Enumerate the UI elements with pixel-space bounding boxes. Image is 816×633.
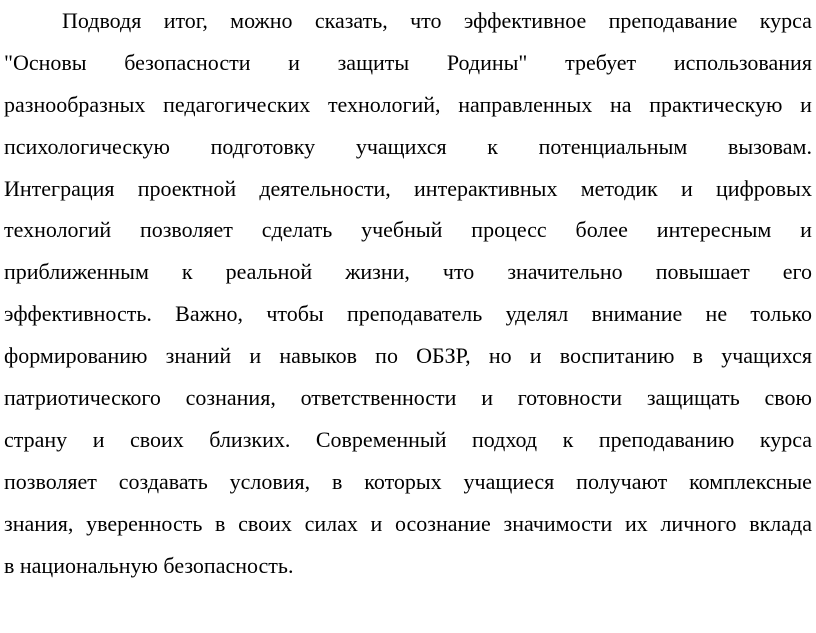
word: и [249, 343, 262, 369]
word: к [562, 426, 574, 452]
word: и [370, 510, 383, 536]
word: но [488, 343, 512, 369]
word: своих [130, 426, 184, 452]
word: технологий [4, 217, 112, 243]
word: в [332, 468, 343, 494]
word: по [375, 343, 398, 369]
word: внимание [591, 301, 683, 327]
text-line [4, 126, 812, 168]
word: значимости [503, 510, 613, 536]
word: учащихся [355, 133, 447, 159]
word: к [487, 133, 498, 159]
word: к [181, 259, 193, 285]
word: ОБЗР, [416, 343, 471, 369]
word: защищать [646, 385, 740, 411]
word: практическую [649, 91, 783, 117]
word: сделать [261, 217, 333, 243]
text-line [4, 84, 812, 126]
word: потенциальным [538, 133, 688, 159]
word: итог, [163, 8, 208, 33]
word: знаний [165, 343, 232, 369]
word: воспитанию [559, 343, 675, 369]
word: которых [364, 468, 442, 494]
word: учащихся [721, 343, 812, 369]
word: преподаватель [346, 301, 483, 327]
text-line [4, 419, 812, 461]
word: вызовам. [727, 133, 812, 159]
word: и [680, 175, 693, 201]
word: направленных [458, 91, 593, 117]
word: педагогических [163, 91, 311, 117]
word: свою [764, 385, 812, 411]
word: подготовку [210, 133, 316, 159]
word: силах [304, 510, 358, 536]
paragraph [4, 0, 812, 586]
word: эффективное [463, 8, 587, 33]
word: создавать [118, 468, 208, 494]
word: безопасности [124, 49, 251, 75]
word: Современный [315, 426, 447, 452]
word: процесс [471, 217, 547, 243]
word: Важно, [175, 301, 244, 327]
word: на [609, 91, 632, 117]
word: сознания, [185, 385, 276, 411]
word: личного [660, 510, 737, 536]
word: их [624, 510, 648, 536]
word: деятельности, [259, 175, 391, 201]
text-line [4, 42, 812, 84]
word: Интеграция [4, 175, 115, 201]
word: что [410, 8, 442, 33]
word: интересным [656, 217, 772, 243]
word: уделял [505, 301, 569, 327]
word: учащиеся [463, 468, 555, 494]
text-line [4, 545, 812, 587]
word: ответственности [300, 385, 457, 411]
word: своих [238, 510, 292, 536]
word: учебный [361, 217, 443, 243]
word: чтобы [266, 301, 324, 327]
word: его [782, 259, 812, 285]
word: и [92, 426, 105, 452]
word: и [288, 49, 300, 75]
text-line [4, 503, 812, 545]
text-line [4, 251, 812, 293]
word: приближенным [4, 259, 149, 285]
word: Родины" [446, 49, 528, 75]
word: подход [472, 426, 538, 452]
word: интерактивных [414, 175, 558, 201]
word: и [800, 217, 812, 243]
word: получают [576, 468, 668, 494]
word: позволяет [139, 217, 233, 243]
word: что [442, 259, 475, 285]
word: реальной [225, 259, 313, 285]
word: в национальную безопасность. [4, 552, 294, 578]
word: преподавание [608, 8, 738, 33]
word: психологическую [4, 133, 170, 159]
word: можно [230, 8, 293, 33]
word: курса [759, 8, 812, 33]
word: и [529, 343, 542, 369]
word: преподаванию [598, 426, 735, 452]
text-line [4, 209, 812, 251]
word: формированию [4, 343, 148, 369]
word: и [800, 91, 812, 117]
word: эффективность. [4, 301, 152, 327]
word: позволяет [4, 468, 97, 494]
word: осознание [394, 510, 491, 536]
word: условия, [229, 468, 311, 494]
word: "Основы [4, 49, 87, 75]
word: методик [580, 175, 658, 201]
word: уверенность [86, 510, 203, 536]
word: цифровых [715, 175, 812, 201]
word: значительно [507, 259, 623, 285]
word: курса [759, 426, 812, 452]
word: в [692, 343, 704, 369]
word: и [481, 385, 493, 411]
word: более [575, 217, 628, 243]
word: сказать, [314, 8, 388, 33]
word: комплексные [689, 468, 812, 494]
word: защиты [337, 49, 410, 75]
text-line [4, 335, 812, 377]
word: готовности [517, 385, 623, 411]
word: разнообразных [4, 91, 146, 117]
text-line [4, 293, 812, 335]
word: патриотического [4, 385, 161, 411]
word: знания, [4, 510, 74, 536]
word: в [215, 510, 226, 536]
text-line [4, 168, 812, 210]
word: близких. [209, 426, 291, 452]
word: использования [673, 49, 812, 75]
word: технологий, [327, 91, 441, 117]
word: вклада [749, 510, 812, 536]
word: не [705, 301, 728, 327]
text-line [4, 461, 812, 503]
word: проектной [137, 175, 237, 201]
word: Подводя [62, 8, 142, 33]
word: повышает [655, 259, 750, 285]
text-line [4, 377, 812, 419]
word: только [750, 301, 812, 327]
word: навыков [279, 343, 357, 369]
word: жизни, [345, 259, 410, 285]
word: требует [565, 49, 637, 75]
word: страну [4, 426, 68, 452]
text-line [4, 0, 812, 42]
